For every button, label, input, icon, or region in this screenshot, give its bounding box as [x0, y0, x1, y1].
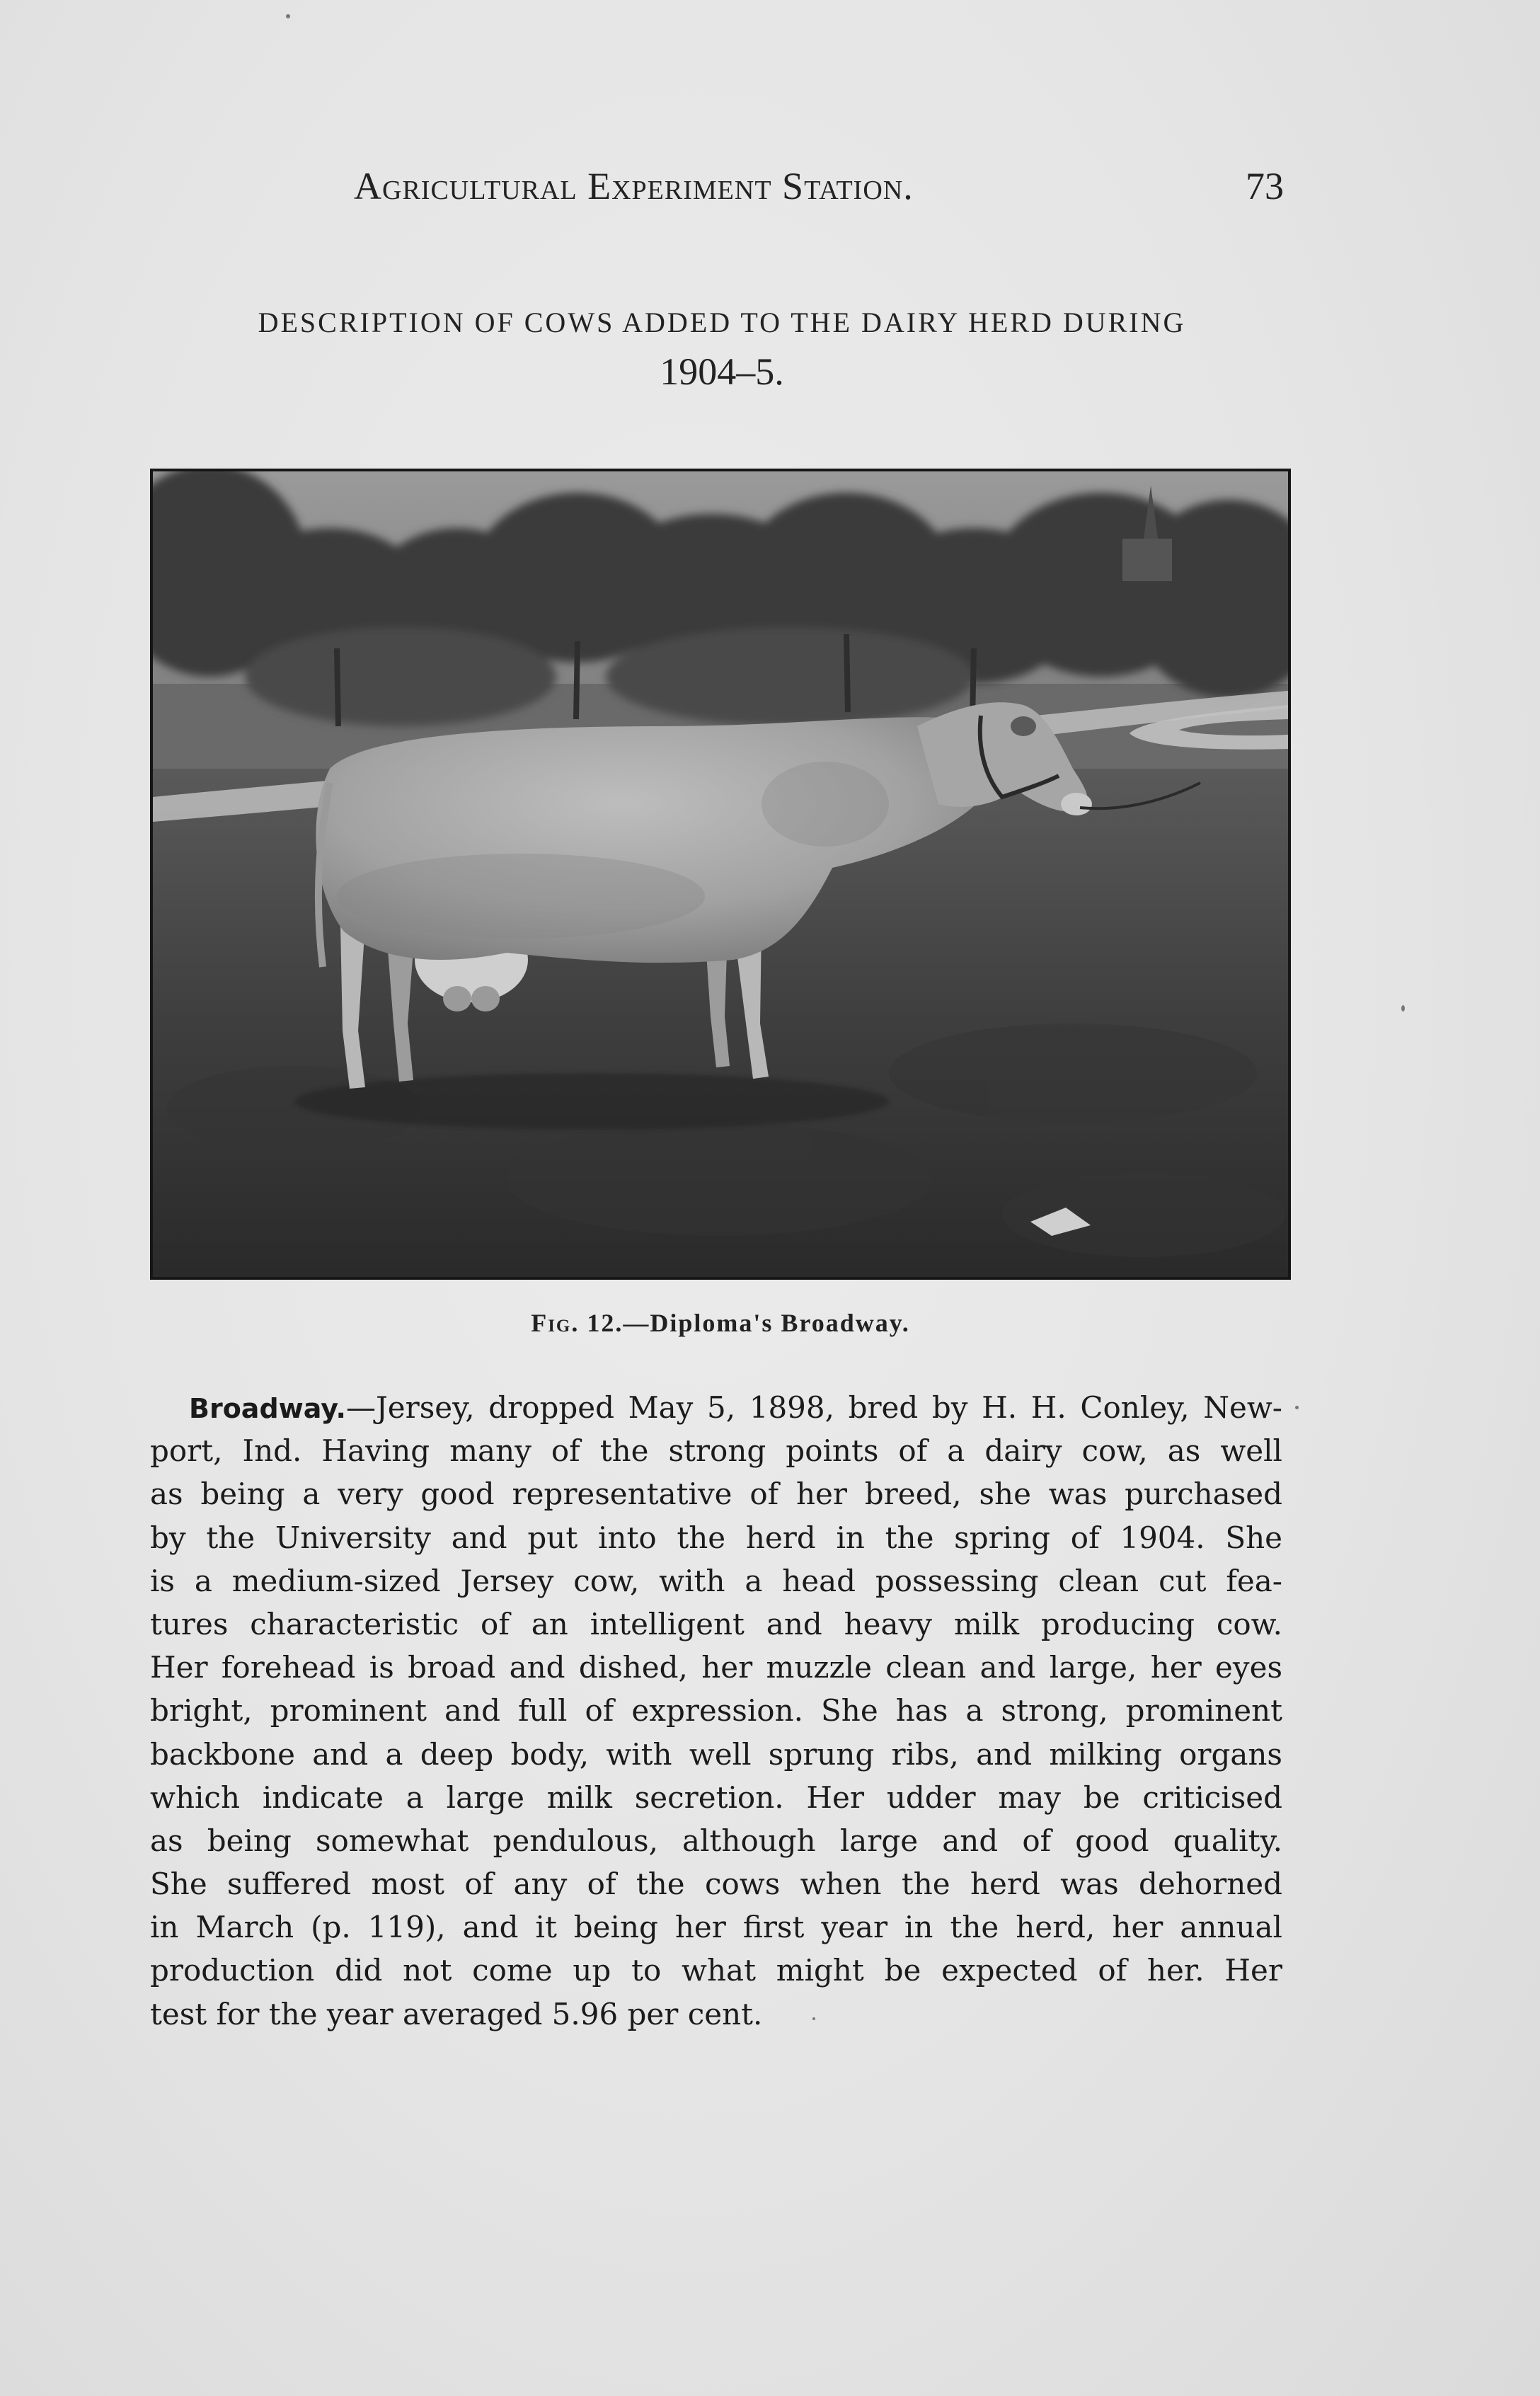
paragraph-line: is a medium-sized Jersey cow, with a head possessing clean cut fea-: [150, 1563, 1282, 1598]
paragraph-line: port, Ind. Having many of the strong points of a dairy cow, as well: [150, 1433, 1282, 1469]
section-year: 1904–5.: [660, 350, 784, 393]
caption-text: —Diploma's Broadway.: [623, 1309, 910, 1337]
paragraph-line: which indicate a large milk secretion. Her udder may be criticised: [150, 1779, 1282, 1815]
paragraph-line: Her forehead is broad and dished, her muzzle clean and large, her eyes: [150, 1650, 1282, 1685]
paragraph-line: Broadway.—Jersey, dropped May 5, 1898, bred by H. H. Conley, New-: [189, 1390, 1282, 1425]
paper-speck: [1295, 1406, 1299, 1409]
cow-photo-illustration: [153, 471, 1288, 1277]
paper-speck: [1401, 1005, 1405, 1011]
paragraph-line: as being somewhat pendulous, although large and of good quality.: [150, 1823, 1282, 1858]
figure-caption: [150, 1308, 1291, 1338]
section-title: DESCRIPTION OF COWS ADDED TO THE DAIRY HERD DURING: [258, 306, 1186, 338]
run-in-heading: Broadway.: [189, 1393, 346, 1424]
body-paragraph: [150, 1386, 1282, 2036]
paragraph-line: as being a very good representative of her breed, she was purchased: [150, 1477, 1282, 1512]
paragraph-line: She suffered most of any of the cows when the herd was dehorned: [150, 1867, 1282, 1902]
paper-speck: [286, 14, 290, 18]
paragraph-line: backbone and a deep body, with well sprung ribs, and milking organs: [150, 1736, 1282, 1772]
paragraph-line: production did not come up to what might be expected of her. Her: [150, 1953, 1282, 1988]
caption-figure-number: Fig. 12.: [531, 1309, 624, 1337]
page-number: 73: [1246, 165, 1284, 207]
paragraph-line: test for the year averaged 5.96 per cent.: [150, 1996, 763, 2031]
paper-speck: [812, 2017, 815, 2020]
paragraph-line: tures characteristic of an intelligent and heavy milk producing cow.: [150, 1606, 1282, 1641]
paragraph-line: in March (p. 119), and it being her first year in the herd, her annual: [150, 1910, 1282, 1945]
cow-photograph: [150, 469, 1291, 1280]
running-head: Agricultural Experiment Station.: [354, 165, 914, 207]
paragraph-line: by the University and put into the herd in the spring of 1904. She: [150, 1520, 1282, 1555]
paragraph-line: bright, prominent and full of expression. She has a strong, prominent: [150, 1693, 1282, 1729]
